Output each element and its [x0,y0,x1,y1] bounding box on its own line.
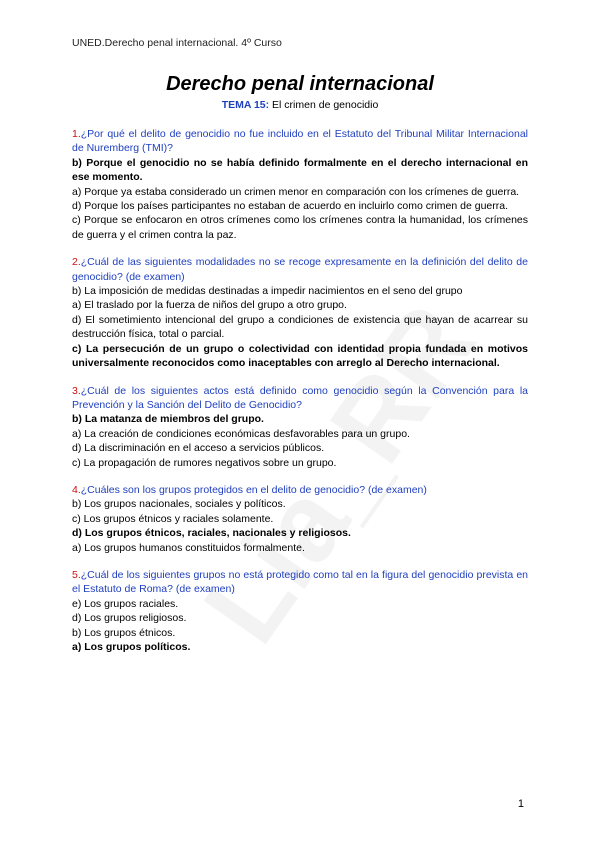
question-number: 3. [72,384,81,397]
answer-option-correct: a) Los grupos políticos. [72,641,191,653]
question-block [72,568,528,654]
answer-option-correct: d) Los grupos étnicos, raciales, nacionales y religiosos. [72,527,351,540]
question-number: 4. [72,483,81,496]
answer-option: d) El sometimiento intencional del grupo a condiciones de existencia que hayan de acarrear su destrucción física, total o parcial. [72,313,528,341]
answer-option: c) Los grupos étnicos y raciales solamente. [72,512,274,525]
question-number: 1. [72,128,81,140]
answer-option-correct: c) La persecución de un grupo o colectividad con identidad propia fundada en motivos universalmente reconocidos como inaceptables con arreglo al Derecho internacional. [72,342,528,370]
answer-option: a) Porque ya estaba considerado un crimen menor en comparación con los crímenes de guerra. [72,185,520,198]
answer-option: d) Los grupos religiosos. [72,612,187,625]
answer-option: b) La imposición de medidas destinadas a impedir nacimientos en el seno del grupo [72,285,463,298]
question-text: 5.¿Cuál de los siguientes grupos no está protegido como tal en la figura del genocidio prevista en el Estatuto de Roma? (de examen) [72,568,528,596]
answer-option: a) El traslado por la fuerza de niños del grupo a otro grupo. [72,299,347,312]
answer-option: b) Los grupos étnicos. [72,626,176,639]
answer-option: c) Porque se enfocaron en otros crímenes como los crímenes contra la humanidad, los crímenes de guerra y el crimen contra la paz. [72,214,528,241]
question-text: 4.¿Cuáles son los grupos protegidos en el delito de genocidio? (de examen) [72,483,427,496]
question-text: 2.¿Cuál de las siguientes modalidades no se recoge expresamente en la definición del delito de genocidio? (de examen) [72,256,528,283]
answer-option: e) Los grupos raciales. [72,597,179,610]
question-list [72,127,528,667]
answer-option: a) La creación de condiciones económicas desfavorables para un grupo. [72,427,410,440]
answer-option: d) La discriminación en el acceso a servicios públicos. [72,442,325,455]
answer-option: a) Los grupos humanos constituidos formalmente. [72,541,305,554]
topic-text: El crimen de genocidio [269,99,379,111]
page-number: 1 [517,798,524,810]
answer-option-correct: b) La matanza de miembros del grupo. [72,413,264,426]
question-block [72,384,528,470]
question-text: 3.¿Cuál de los siguientes actos está definido como genocidio según la Convención para la Prevención y la Sanción del Delito de Genocidio? [72,384,528,411]
question-number: 5. [72,568,81,581]
question-block [72,255,528,370]
page-header: UNED.Derecho penal internacional. 4º Curso [72,37,282,49]
topic-label: TEMA 15: [221,99,270,111]
answer-option: b) Los grupos nacionales, sociales y políticos. [72,498,286,511]
answer-option-correct: b) Porque el genocidio no se había definido formalmente en el derecho internacional en ese momento. [72,156,528,184]
answer-option: d) Porque los países participantes no estaban de acuerdo en incluirlo como crimen de guerra. [72,200,509,213]
document-subtitle [0,99,600,111]
document-title: Derecho penal internacional [166,73,434,95]
question-text: 1.¿Por qué el delito de genocidio no fue incluido en el Estatuto del Tribunal Militar Internacional de Nuremberg (TMI)? [72,128,528,155]
question-number: 2. [72,256,81,269]
question-block [72,483,528,555]
answer-option: c) La propagación de rumores negativos sobre un grupo. [72,456,337,469]
question-block [72,127,528,242]
